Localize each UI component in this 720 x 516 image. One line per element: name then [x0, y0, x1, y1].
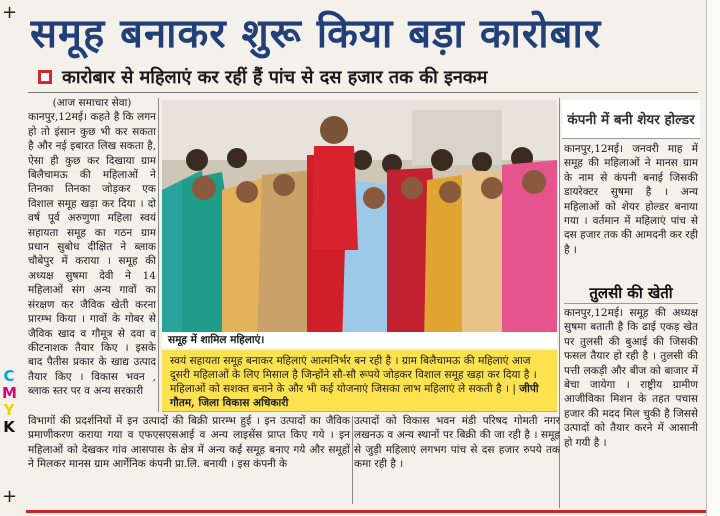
bottom-text-1: विभागों की प्रदर्शनियों में इन उत्पादों की बिक्री प्रारम्भ हुई । इन उत्पादों का जैविक प्रमाणीकरण कराया गया व एफएसएसआई व अन्य लाइसेंस प्राप्त किए गये । इन महिलाओं को देखकर गांव आसपास के क्षेत्र में अन्य कई समूह बनाए गये और समूहों ने मिलकर मानस ग्राम आर्गेनिक कंपनी प्रा.लि. बनायी । इस कंपनी के [28, 415, 350, 471]
adjacent-page-edge [706, 0, 720, 516]
sidebar-heading-tulsi: तुलसी की खेती [564, 283, 698, 304]
bottom-column-1 [28, 414, 350, 504]
official-quote-box [162, 350, 557, 412]
photo-caption: समूह में शामिल महिलाएं। [162, 332, 557, 348]
sidebar-tulsi-paragraph: कानपुर,12मई। समूह की अध्यक्ष सुषमा बताती है कि ढाई एकड़ खेत पर तुलसी की बुआई की जिसकी फसल तैयार हो रही है । तुलसी की पत्ती लकड़ी और बीज को बाजार में बेचा जायेगा । राष्ट्रीय ग्रामीण आजीविका मिशन के तहत पचास हजार की मदद मिल चुकी है जिससे उत्पादों को तैयार करने में आसानी हो गयी है । [564, 307, 698, 449]
bottom-column-2 [354, 414, 560, 504]
registration-mark-bottom: + [2, 486, 18, 507]
bottom-red-rule [26, 510, 706, 513]
bottom-text-2: उत्पादों को विकास भवन मंडी परिषद गोमती नगर लखनऊ व अन्य स्थानों पर बिक्री की जा रही है । समूह से जुड़ी महिलाएं लगभग पांच से दस हजार रुपये तक कमा रही है । [354, 415, 560, 471]
cmyk-marker [2, 368, 16, 436]
column-divider [158, 98, 159, 412]
cmyk-m: M [2, 384, 17, 402]
headline-rule [28, 92, 698, 93]
sidebar-company-paragraph: कानपुर,12मई। जनवरी माह में समूह की महिलाओं ने मानस ग्राम के नाम से कंपनी बनाई जिसकी डायरेक्टर सुषमा है । अन्य महिलाओं को शेयर होल्डर बनाया गया । वर्तमान में महिलाएं पांच से दस हजार तक की आमदनी कर रही है । [564, 143, 698, 256]
quote-signature-sep: | [512, 383, 520, 395]
registration-mark-top: + [2, 2, 18, 23]
sidebar-text-tulsi [564, 306, 698, 504]
cmyk-y: Y [3, 401, 15, 419]
group-photo [162, 100, 557, 346]
subheadline [38, 64, 698, 90]
news-source: (आज समाचार सेवा) [52, 97, 132, 109]
headline: समूह बनाकर शुरू किया बड़ा कारोबार [30, 11, 602, 57]
sidebar-text-company [564, 142, 698, 282]
square-bullet-icon [38, 70, 52, 84]
cmyk-k: K [3, 418, 15, 436]
sidebar-heading-company: कंपनी में बनी शेयर होल्डर [562, 100, 700, 139]
subheadline-text: कारोबार से महिलाएं कर रहीं हैं पांच से दस हजार तक की इनकम [62, 67, 488, 88]
main-article-text: कानपुर,12मई। कहते है कि लगन हो तो इंसान कुछ भी कर सकता है और नई इबारत लिख सकता है, ऐसा ही कुछ कर दिखाया ग्राम बिलैचामऊ की महिलाओं ने तिनका तिनका जोड़कर एक विशाल समूह खड़ा कर दिया । दो वर्ष पूर्व अरुणुणा महिला स्वयं सहायता समूह का गठन ग्राम प्रधान सुबोध दीक्षित ने ब्लाक चौबेपुर में कराया । समूह की अध्यक्ष सुषमा देवी ने 14 महिलाओं संग अन्य गावों का संरक्षण कर जैविक खेती करना प्रारम्भ किया । गावों के गोबर से जैविक खाद व गौमूत्र से दवा व कीटनाशक तैयार किए । इसके बाद पैतीस प्रकार के खाद्य उत्पाद तैयार किए । विकास भवन , ब्लाक स्तर पर व अन्य सरकारी [28, 111, 156, 398]
quote-text: स्वयं सहायता समूह बनाकर महिलाएं आत्मनिर्भर बन रही है । ग्राम बिलैचामऊ की महिलाएं आज दूसरी महिलाओं के लिए मिसाल है जिन्होंने सौ-सौ रूपये जोड़कर विशाल समूह खड़ा कर दिया है । महिलाओं को सशक्त बनाने के और भी कई योजनाएं जिसका लाभ महिलाएं ले सकती है । [170, 355, 537, 395]
bottom-divider [352, 416, 353, 504]
group-photo-image [162, 100, 557, 346]
cmyk-c: C [3, 367, 15, 385]
main-article-column [28, 96, 156, 412]
quote-signature: जीपी गौतम, जिला विकास अधिकारी [170, 383, 539, 409]
